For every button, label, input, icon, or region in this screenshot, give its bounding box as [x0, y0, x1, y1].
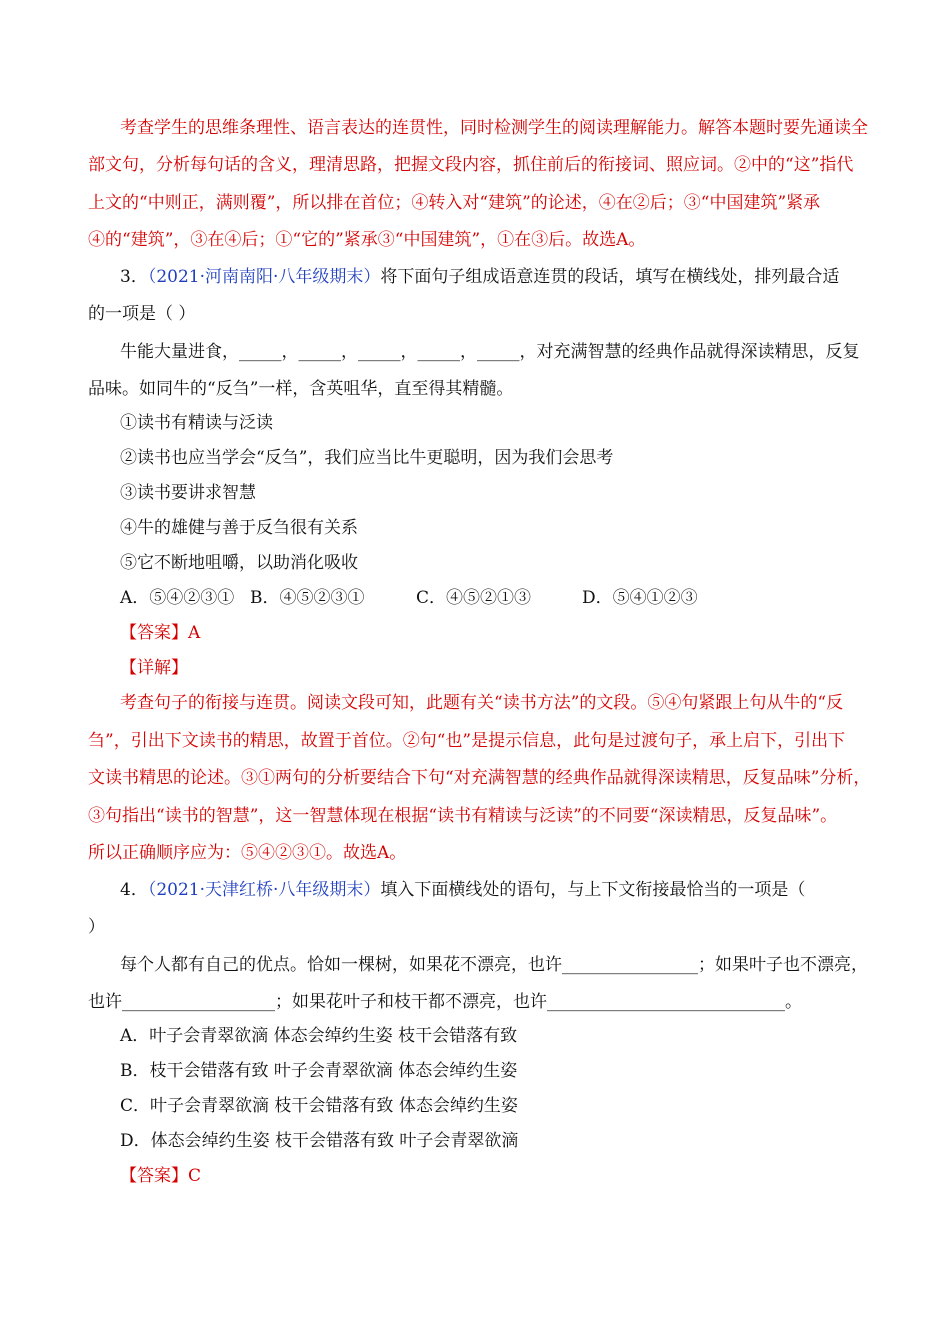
- q3-detail-tag: 【详解】: [120, 658, 188, 678]
- q2-explanation-line: 上文的“中则正，满则覆”，所以排在首位；④转入对“建筑”的论述，④在②后；③“中国建筑”紧承: [88, 193, 821, 213]
- q3-explanation-line: 刍”，引出下文读书的精思，故置于首位。②句“也”是提示信息，此句是过渡句子，承上启下，引出下: [88, 731, 846, 751]
- q4-option-b: B．枝干会错落有致 叶子会青翠欲滴 体态会绰约生姿: [120, 1061, 518, 1081]
- q3-explanation-line: ③句指出“读书的智慧”，这一智慧体现在根据“读书有精读与泛读”的不同要“深读精思，反复品味”。: [88, 806, 838, 826]
- q3-answer: [120, 622, 200, 644]
- q3-item: ②读书也应当学会“反刍”，我们应当比牛更聪明，因为我们会思考: [120, 448, 614, 468]
- q3-item: ④牛的雄健与善于反刍很有关系: [120, 518, 358, 538]
- q3-answer-tag: 【答案】: [120, 623, 188, 643]
- q3-option-d: D．⑤④①②③: [582, 588, 698, 608]
- q3-item: ①读书有精读与泛读: [120, 413, 273, 433]
- q4-answer-value: C: [188, 1166, 202, 1186]
- q4-option-d: D．体态会绰约生姿 枝干会错落有致 叶子会青翠欲滴: [120, 1131, 519, 1151]
- q3-source: （2021·河南南阳·八年级期末）: [147, 267, 381, 287]
- q3-stem-cont: 的一项是（ ）: [88, 304, 196, 324]
- q4-source: （2021·天津红桥·八年级期末）: [147, 880, 381, 900]
- q2-explanation-line: 考查学生的思维条理性、语言表达的连贯性，同时检测学生的阅读理解能力。解答本题时要先通读全: [120, 118, 868, 138]
- q3-explanation-line: 考查句子的衔接与连贯。阅读文段可知，此题有关“读书方法”的文段。⑤④句紧跟上句从牛的“反: [120, 693, 844, 713]
- q3-passage-line: 品味。如同牛的“反刍”一样，含英咀华，直至得其精髓。: [88, 379, 514, 399]
- q3-item: ⑤它不断地咀嚼，以助消化吸收: [120, 553, 358, 573]
- q4-number: 4．: [120, 880, 148, 900]
- q2-explanation-line: 部文句，分析每句话的含义，理清思路，把握文段内容，抓住前后的衔接词、照应词。②中的“这”指代: [88, 155, 854, 175]
- q4-stem-text: 填入下面横线处的语句，与上下文衔接最恰当的一项是（: [380, 880, 806, 900]
- q4-answer: [120, 1165, 201, 1187]
- q3-passage-line: 牛能大量进食，_____，_____，_____，_____，_____，对充满智慧的经典作品就得深读精思，反复: [120, 342, 860, 362]
- q3-number: 3．: [120, 267, 148, 287]
- q4-stem-cont: ）: [88, 917, 105, 937]
- q4-stem: [120, 879, 805, 901]
- q4-option-a: A．叶子会青翠欲滴 体态会绰约生姿 枝干会错落有致: [120, 1026, 518, 1046]
- q3-option-c: C．④⑤②①③: [416, 588, 532, 608]
- q3-explanation-line: 文读书精思的论述。③①两句的分析要结合下句“对充满智慧的经典作品就得深读精思，反复品味”分析，: [88, 768, 871, 788]
- q4-option-c: C．叶子会青翠欲滴 枝干会错落有致 体态会绰约生姿: [120, 1096, 518, 1116]
- q3-stem-text: 将下面句子组成语意连贯的段话，填写在横线处，排列最合适: [380, 267, 840, 287]
- q4-passage-line: 也许__________________；如果花叶子和枝干都不漂亮，也许____________________________。: [88, 992, 802, 1012]
- q3-item: ③读书要讲求智慧: [120, 483, 256, 503]
- q3-answer-value: A: [188, 623, 201, 643]
- q3-stem: [120, 266, 839, 288]
- q3-explanation-line: 所以正确顺序应为：⑤④②③①。故选A。: [88, 843, 407, 863]
- q2-explanation-line: ④的“建筑”，③在④后；①“它的”紧承③“中国建筑”，①在③后。故选A。: [88, 230, 646, 250]
- q3-option-b: B．④⑤②③①: [250, 588, 365, 608]
- q4-passage-line: 每个人都有自己的优点。恰如一棵树，如果花不漂亮，也许________________；如果叶子也不漂亮，: [120, 955, 868, 975]
- q3-option-a: A．⑤④②③①: [120, 588, 235, 608]
- q4-answer-tag: 【答案】: [120, 1166, 188, 1186]
